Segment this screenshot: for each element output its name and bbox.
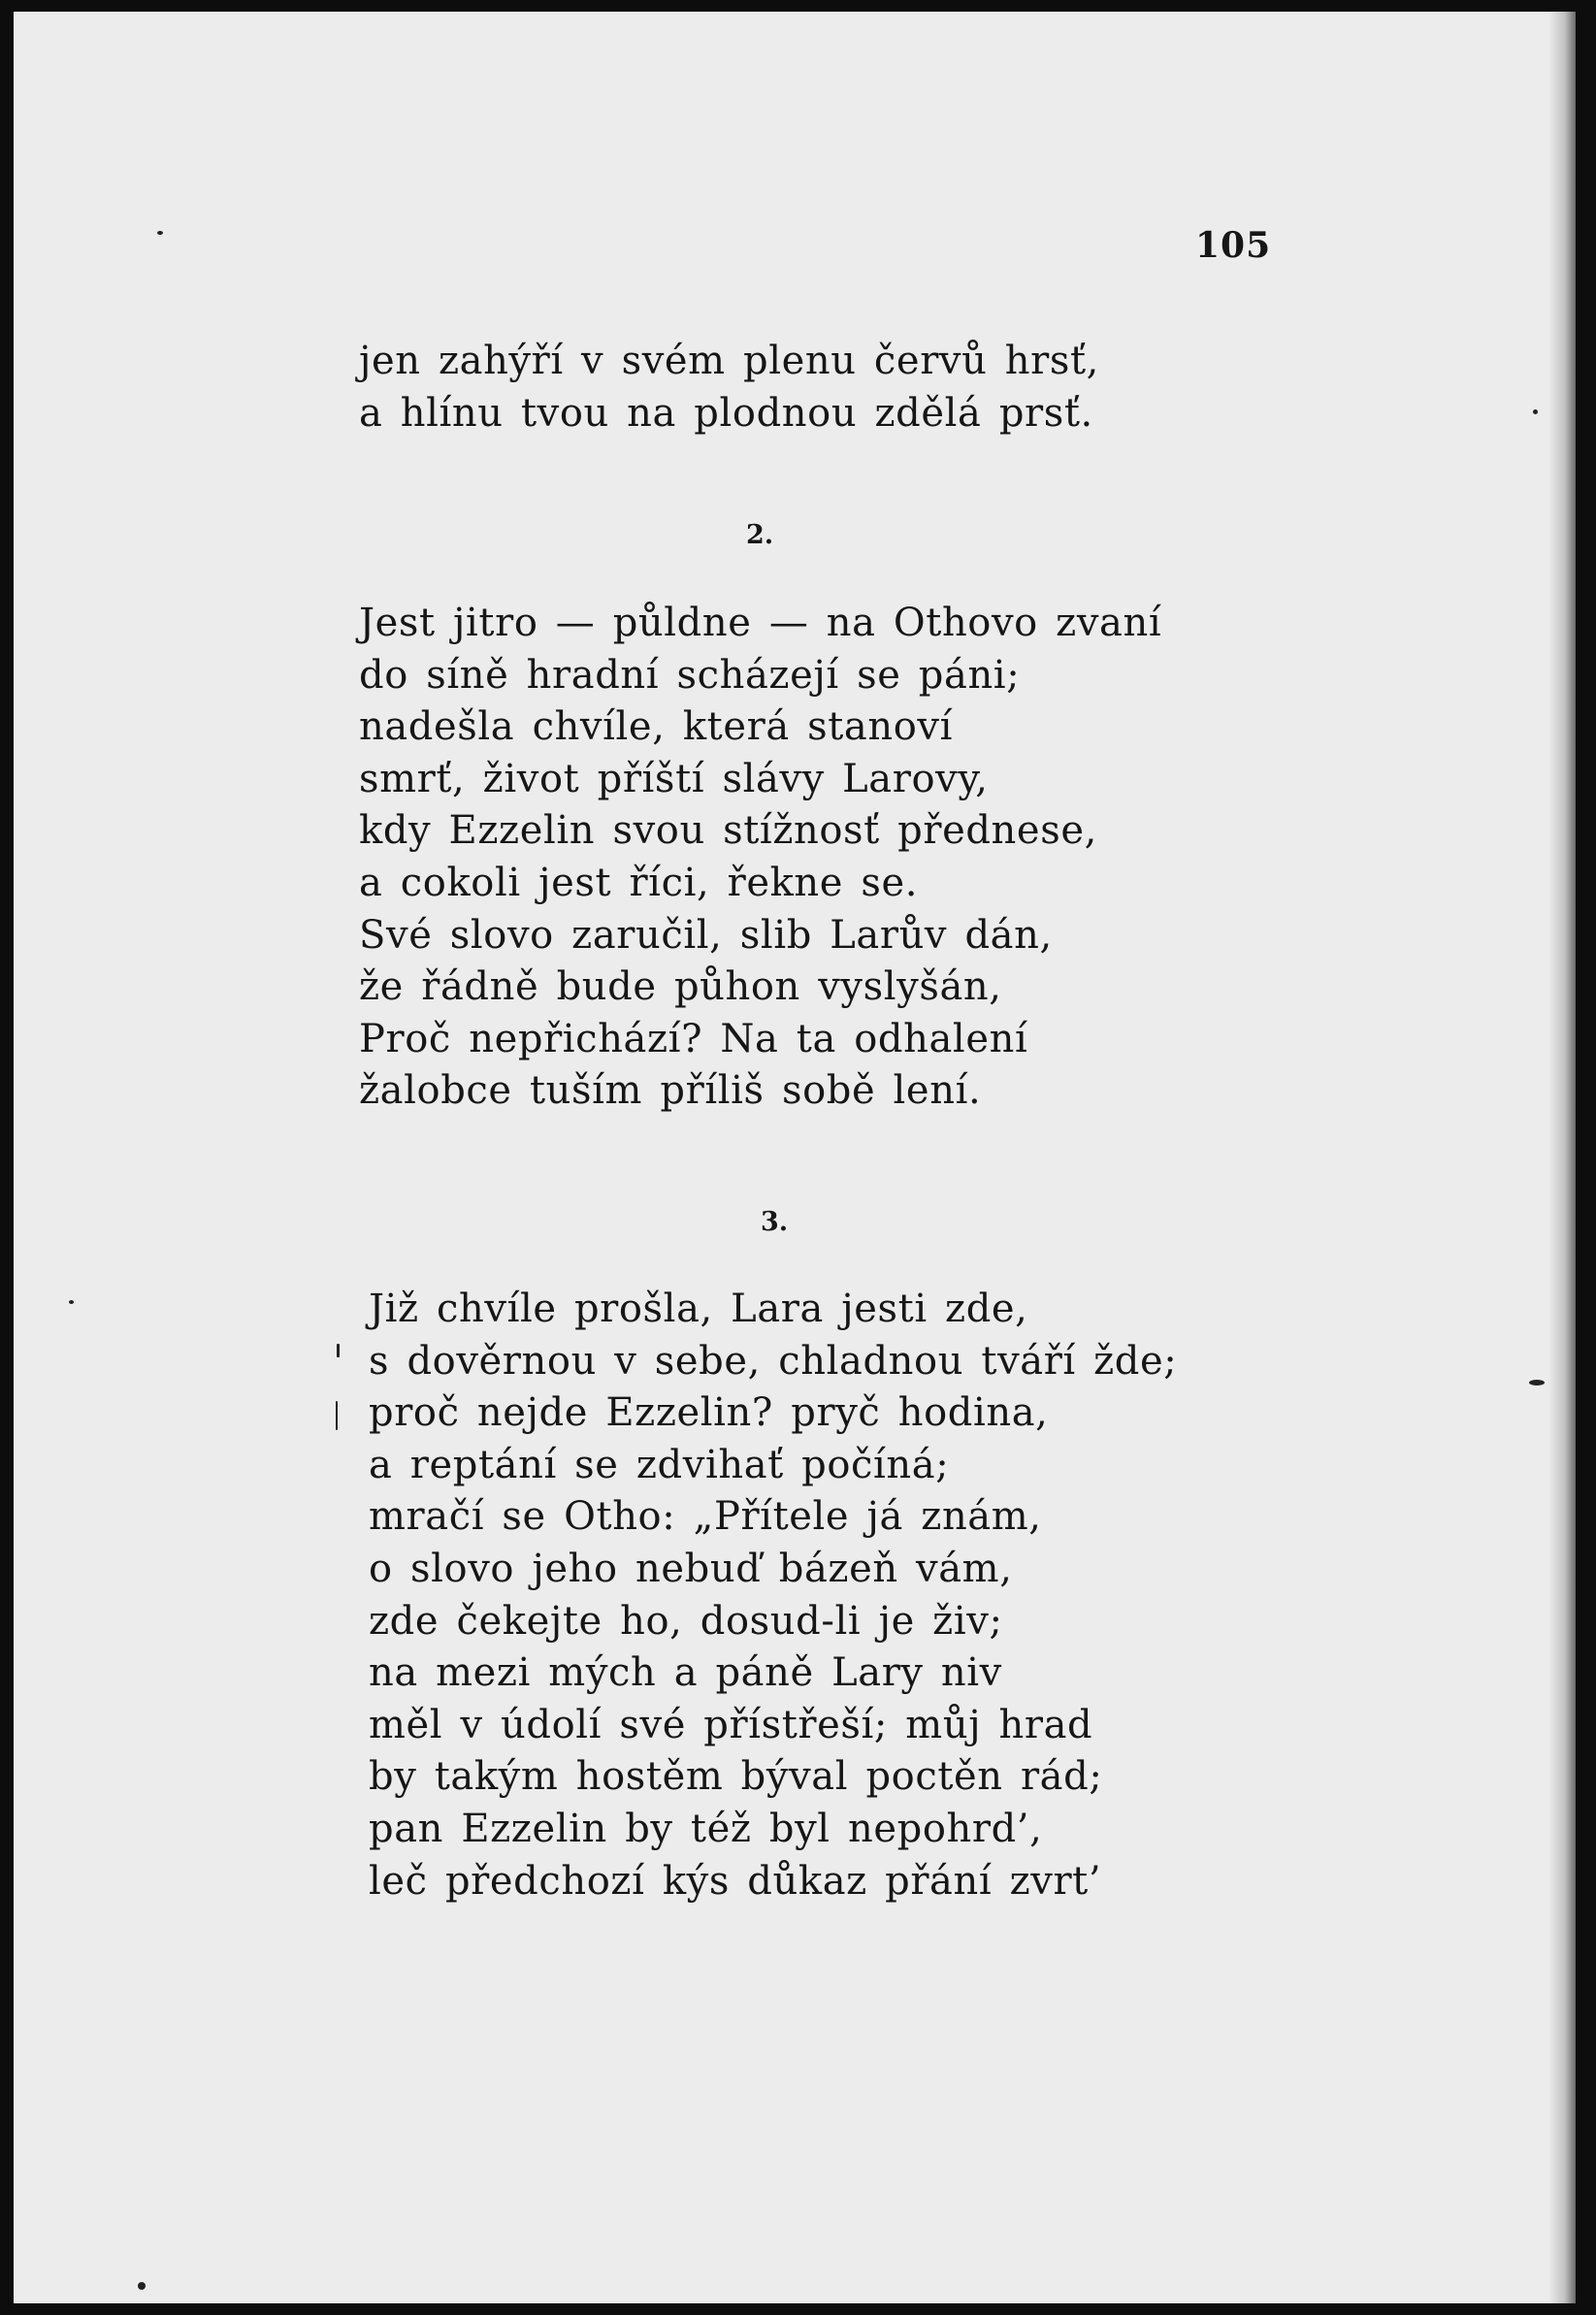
verse-line: s dověrnou v sebe, chladnou tváří žde; — [369, 1338, 1178, 1384]
verse-line: o slovo jeho nebuď bázeň vám, — [369, 1546, 1013, 1591]
page-number: 105 — [1195, 225, 1272, 266]
stanza-2 — [359, 598, 1161, 1118]
verse-line: nadešla chvíle, která stanoví — [359, 704, 953, 750]
verse-line: Své slovo zaručil, slib Larův dán, — [359, 912, 1053, 958]
verse-line: a cokoli jest říci, řekne se. — [359, 860, 919, 905]
verse-line: proč nejde Ezzelin? pryč hodina, — [369, 1390, 1049, 1436]
scan-speck — [337, 1344, 340, 1357]
verse-line: smrť, život příští slávy Larovy, — [359, 756, 989, 801]
scan-speck — [138, 2282, 146, 2290]
verse-line: Proč nepřichází? Na ta odhalení — [359, 1016, 1028, 1061]
verse-line: že řádně bude půhon vyslyšán, — [359, 964, 1002, 1010]
verse-line: jen zahýří v svém plenu červů hrsť, — [359, 339, 1099, 383]
verse-line: mračí se Otho: „Přítele já znám, — [369, 1494, 1042, 1540]
stanza-3 — [369, 1284, 1177, 1907]
verse-line: by takým hostěm býval poctěn rád; — [369, 1754, 1103, 1800]
verse-line: leč předchozí kýs důkaz přání zvrt’ — [369, 1858, 1102, 1904]
verse-line: a hlínu tvou na plodnou zdělá prsť. — [359, 390, 1093, 436]
scan-speck — [1533, 409, 1538, 414]
scan-speck — [1529, 1380, 1545, 1386]
section-number-2: 2. — [746, 520, 774, 550]
verse-line: pan Ezzelin by též byl nepohrd’, — [369, 1806, 1043, 1851]
verse-line: na mezi mých a páně Lary niv — [369, 1650, 1002, 1696]
verse-line: zde čekejte ho, dosud-li je živ; — [369, 1598, 1003, 1644]
scan-speck — [157, 231, 163, 235]
verse-line: do síně hradní scházejí se páni; — [359, 652, 1021, 698]
section-number-3: 3. — [761, 1207, 789, 1237]
book-page — [14, 12, 1576, 2303]
verse-line: Již chvíle prošla, Lara jesti zde, — [369, 1287, 1028, 1331]
verse-line: žalobce tuším příliš sobě lení. — [359, 1068, 982, 1114]
verse-line: kdy Ezzelin svou stížnosť přednese, — [359, 808, 1097, 854]
scan-speck — [69, 1300, 74, 1304]
verse-line: Jest jitro — půldne — na Othovo zvaní — [359, 601, 1162, 645]
verse-line: měl v údolí své přístřeší; můj hrad — [369, 1702, 1093, 1747]
scan-speck — [336, 1401, 338, 1430]
stanza-1 — [359, 336, 1099, 440]
verse-line: a reptání se zdvihať počíná; — [369, 1442, 950, 1487]
